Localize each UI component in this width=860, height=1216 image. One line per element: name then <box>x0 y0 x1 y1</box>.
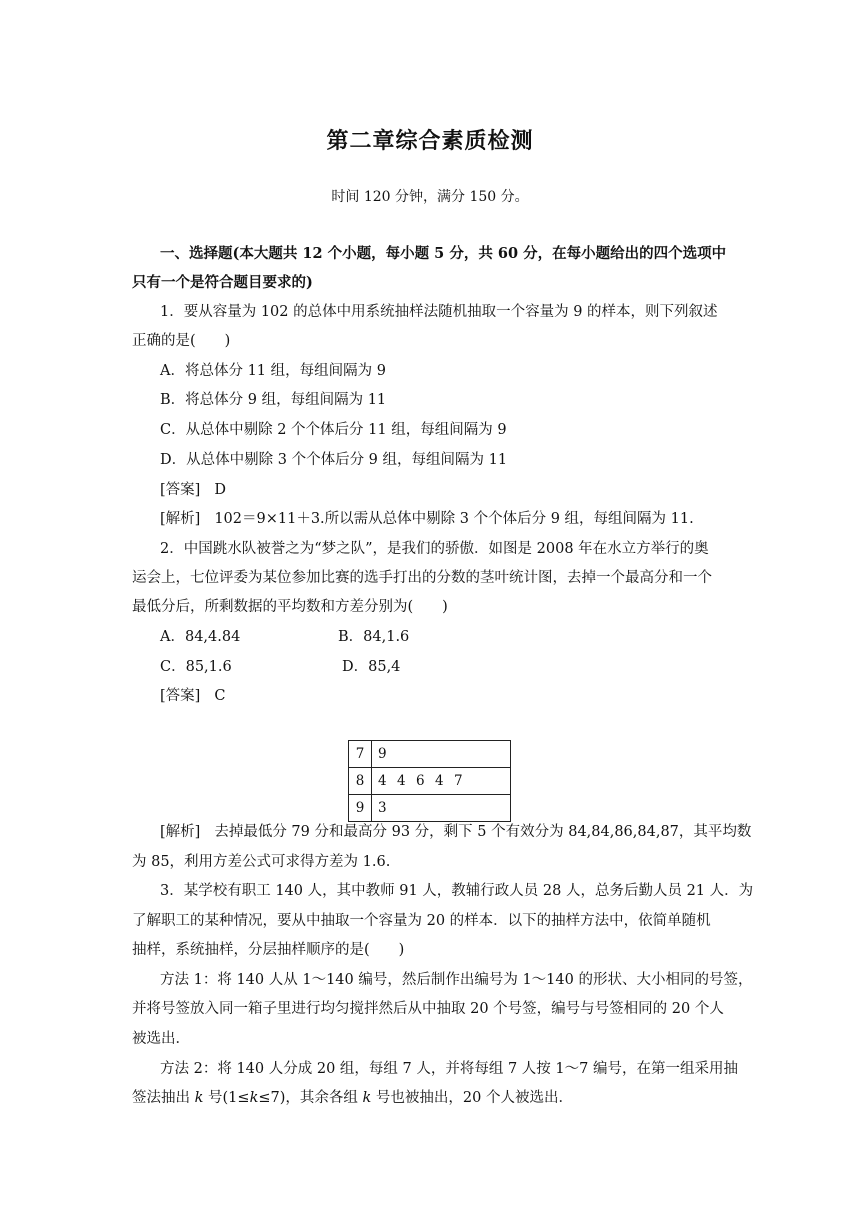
stem-leaf-table <box>348 740 511 822</box>
q3-method1: 方法 1：将 140 人从 1～140 编号，然后制作出编号为 1～140 的形状、大小相同的号签， <box>160 972 753 988</box>
q2-answer <box>160 686 225 706</box>
q3-method2: 方法 2：将 140 人分成 20 组，每组 7 人，并将每组 7 人按 1～7 编号，在第一组采用抽 <box>160 1061 738 1077</box>
leaf-value: 7 <box>454 773 463 789</box>
answer-value: D <box>214 482 226 498</box>
text-run: 签法抽出 <box>132 1090 195 1106</box>
exam-info: 时间 120 分钟，满分 150 分。 <box>331 189 529 205</box>
section-heading: 一、选择题(本大题共 12 个小题，每小题 5 分，共 60 分，在每小题给出的四个选项中 <box>160 245 727 262</box>
analysis-text: 102＝9×11＋3.所以需从总体中剔除 3 个个体后分 9 组，每组间隔为 11. <box>214 511 694 527</box>
answer-tag: [答案] <box>160 688 201 704</box>
leaf-value: 6 <box>416 773 425 789</box>
q3-stem-cont: 了解职工的某种情况，要从中抽取一个容量为 20 的样本．以下的抽样方法中，依简单随机 <box>132 913 711 929</box>
text-run: 号(1≤ <box>203 1090 250 1106</box>
q3-stem-cont2: 抽样，系统抽样，分层抽样顺序的是( ) <box>132 942 405 958</box>
q2-analysis <box>160 822 751 842</box>
q1-stem: 1．要从容量为 102 的总体中用系统抽样法随机抽取一个容量为 9 的样本，则下列叙述 <box>160 304 718 320</box>
q2-stem-cont: 运会上，七位评委为某位参加比赛的选手打出的分数的茎叶统计图，去掉一个最高分和一个 <box>132 570 712 586</box>
leaf-cell <box>372 741 511 768</box>
leaf-value: 4 <box>435 773 444 789</box>
q1-option-d: D．从总体中剔除 3 个个体后分 9 组，每组间隔为 11 <box>160 452 508 468</box>
q3-method2-cont <box>132 1088 573 1108</box>
table-row <box>349 768 511 795</box>
q3-method1-cont2: 被选出． <box>132 1031 190 1047</box>
analysis-text: 去掉最低分 79 分和最高分 93 分，剩下 5 个有效分为 84,84,86,84,87，其平均数 <box>214 824 752 840</box>
answer-value: C <box>214 688 226 704</box>
q2-analysis-cont: 为 85，利用方差公式可求得方差为 1.6. <box>132 854 391 870</box>
leaf-value: 4 <box>378 773 387 789</box>
q2-option-d: D．85,4 <box>342 659 401 675</box>
stem-cell: 8 <box>349 768 372 795</box>
q1-option-c: C．从总体中剔除 2 个个体后分 11 组，每组间隔为 9 <box>160 422 507 438</box>
q1-option-a: A．将总体分 11 组，每组间隔为 9 <box>160 363 386 379</box>
q3-method1-cont: 并将号签放入同一箱子里进行均匀搅拌然后从中抽取 20 个号签，编号与号签相同的 20 个人 <box>132 1001 724 1017</box>
text-run: ≤7)，其余各组 <box>258 1090 363 1106</box>
analysis-tag: [解析] <box>160 511 201 527</box>
q1-answer <box>160 480 226 500</box>
q1-stem-cont: 正确的是( ) <box>132 333 231 349</box>
variable-k: k <box>249 1090 259 1106</box>
leaf-value: 4 <box>397 773 406 789</box>
variable-k: k <box>362 1090 372 1106</box>
table-row <box>349 741 511 768</box>
leaf-cell <box>372 795 511 822</box>
leaf-value: 3 <box>378 800 387 816</box>
q2-option-a: A．84,4.84 <box>160 629 241 645</box>
stem-cell: 7 <box>349 741 372 768</box>
q3-stem: 3．某学校有职工 140 人，其中教师 91 人，教辅行政人员 28 人，总务后勤人员 21 人．为 <box>160 883 754 899</box>
table-row <box>349 795 511 822</box>
q2-stem: 2．中国跳水队被誉之为“梦之队”，是我们的骄傲．如图是 2008 年在水立方举行的奥 <box>160 541 709 557</box>
q2-option-b: B．84,1.6 <box>338 629 410 645</box>
variable-k: k <box>194 1090 204 1106</box>
answer-tag: [答案] <box>160 482 201 498</box>
page-title: 第二章综合素质检测 <box>326 128 534 154</box>
q1-analysis <box>160 509 694 529</box>
text-run: 号也被抽出，20 个人被选出． <box>371 1090 573 1106</box>
leaf-cell <box>372 768 511 795</box>
section-heading-cont: 只有一个是符合题目要求的) <box>132 274 313 291</box>
q1-option-b: B．将总体分 9 组，每组间隔为 11 <box>160 392 387 408</box>
stem-cell: 9 <box>349 795 372 822</box>
analysis-tag: [解析] <box>160 824 201 840</box>
q2-option-c: C．85,1.6 <box>160 659 232 675</box>
leaf-value: 9 <box>378 746 387 762</box>
q2-stem-cont2: 最低分后，所剩数据的平均数和方差分别为( ) <box>132 599 448 615</box>
